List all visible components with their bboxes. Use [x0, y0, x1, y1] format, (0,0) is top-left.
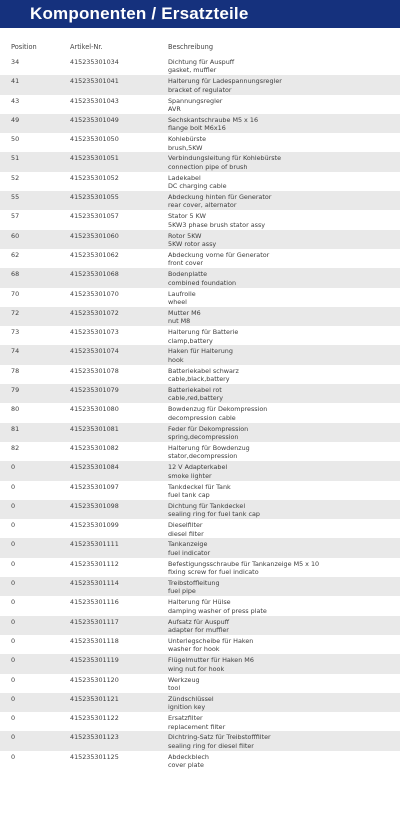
description-english: spring,decompression	[168, 433, 239, 442]
article-number-cell: 415235301050	[70, 135, 119, 144]
article-number-cell: 415235301084	[70, 463, 119, 472]
article-number-cell: 415235301070	[70, 289, 119, 298]
description-english: fuel indicator	[168, 548, 211, 557]
article-number-cell: 415235301112	[70, 559, 119, 568]
description-german: Haken für Halterung	[168, 347, 233, 356]
table-row	[0, 519, 400, 538]
description-german: Halterung für Ladespannungsregler	[168, 77, 282, 86]
description-cell	[168, 116, 400, 133]
article-number-cell: 415235301052	[70, 173, 119, 182]
description-english: tool	[168, 683, 181, 692]
description-english: ignition key	[168, 703, 206, 712]
description-german: Rotor 5KW	[168, 231, 202, 240]
position-cell: 41	[11, 77, 20, 86]
position-cell: 0	[11, 714, 16, 723]
description-english: connection pipe of brush	[168, 162, 248, 171]
description-german: Abdeckblech	[168, 752, 209, 761]
article-number-cell: 415235301074	[70, 347, 119, 356]
description-english: wheel	[168, 297, 187, 306]
position-cell: 79	[11, 386, 20, 395]
table-row	[0, 172, 400, 191]
table-row	[0, 95, 400, 114]
position-cell: 0	[11, 482, 16, 491]
description-english: damping washer of press plate	[168, 606, 267, 615]
table-row	[0, 500, 400, 519]
table-row	[0, 674, 400, 693]
description-german: Bowdenzug für Dekompression	[168, 405, 268, 414]
position-cell: 73	[11, 328, 20, 337]
description-german: Befestigungsschraube für Tankanzeige M5 x 10	[168, 559, 320, 568]
description-german: Bodenplatte	[168, 270, 208, 279]
position-cell: 60	[11, 231, 20, 240]
position-cell: 70	[11, 289, 20, 298]
position-cell: 43	[11, 96, 20, 105]
article-number-cell: 415235301041	[70, 77, 119, 86]
table-row	[0, 731, 400, 750]
article-number-cell: 415235301072	[70, 308, 119, 317]
position-cell: 78	[11, 366, 20, 375]
table-row	[0, 230, 400, 249]
description-cell	[168, 309, 400, 326]
table-row	[0, 481, 400, 500]
description-english: front cover	[168, 259, 203, 268]
parts-table	[0, 56, 400, 770]
description-english: fuel tank cap	[168, 490, 210, 499]
description-english: adapter for muffler	[168, 626, 229, 635]
position-cell: 0	[11, 733, 16, 742]
position-cell: 72	[11, 308, 20, 317]
description-cell	[168, 154, 400, 171]
description-english: decompression cable	[168, 413, 236, 422]
article-number-cell: 415235301121	[70, 694, 119, 703]
description-german: Mutter M6	[168, 308, 201, 317]
description-german: Halterung für Batterie	[168, 328, 239, 337]
description-cell	[168, 251, 400, 268]
description-english: stator,decompression	[168, 452, 238, 461]
table-row	[0, 442, 400, 461]
article-number-cell: 415235301055	[70, 193, 119, 202]
description-english: nut M8	[168, 317, 191, 326]
table-row	[0, 616, 400, 635]
description-german: Ersatzfilter	[168, 714, 203, 723]
description-english: hook	[168, 355, 184, 364]
position-cell: 74	[11, 347, 20, 356]
table-row	[0, 577, 400, 596]
description-english: cover plate	[168, 761, 204, 770]
page-title: Komponenten / Ersatzteile	[0, 0, 400, 28]
description-cell	[168, 618, 400, 635]
table-row	[0, 751, 400, 770]
position-cell: 0	[11, 501, 16, 510]
description-english: DC charging cable	[168, 182, 227, 191]
article-number-cell: 415235301114	[70, 579, 119, 588]
description-cell	[168, 656, 400, 673]
position-cell: 34	[11, 58, 20, 66]
description-cell	[168, 425, 400, 442]
description-english: sealing ring for diesel filter	[168, 741, 254, 750]
article-number-cell: 415235301111	[70, 540, 119, 549]
description-cell	[168, 290, 400, 307]
description-english: brush,5KW	[168, 143, 203, 152]
description-german: Spannungsregler	[168, 96, 223, 105]
position-cell: 0	[11, 636, 16, 645]
description-english: 5KW3 phase brush stator assy	[168, 220, 266, 229]
position-cell: 68	[11, 270, 20, 279]
table-row	[0, 403, 400, 422]
table-row	[0, 693, 400, 712]
description-cell	[168, 212, 400, 229]
description-cell	[168, 444, 400, 461]
description-cell	[168, 733, 400, 750]
description-english: smoke lighter	[168, 471, 212, 480]
description-cell	[168, 637, 400, 654]
description-german: Feder für Dekompression	[168, 424, 249, 433]
position-cell: 52	[11, 173, 20, 182]
position-cell: 0	[11, 559, 16, 568]
description-german: Stator 5 KW	[168, 212, 206, 221]
article-number-cell: 415235301062	[70, 250, 119, 259]
description-german: Tankanzeige	[168, 540, 208, 549]
description-german: Verbindungsleitung für Kohlebürste	[168, 154, 282, 163]
description-english: flange bolt M6x16	[168, 124, 226, 133]
description-german: Dichtring-Satz für Treibstofffilter	[168, 733, 271, 742]
position-cell: 81	[11, 424, 20, 433]
description-cell	[168, 714, 400, 731]
position-cell: 57	[11, 212, 20, 221]
description-german: Treibstoffleitung	[168, 579, 220, 588]
description-german: Zündschlüssel	[168, 694, 214, 703]
description-german: Batteriekabel schwarz	[168, 366, 239, 375]
position-cell: 0	[11, 617, 16, 626]
description-english: clamp,battery	[168, 336, 213, 345]
description-german: Ladekabel	[168, 173, 201, 182]
description-english: 5KW rotor assy	[168, 240, 217, 249]
description-cell	[168, 753, 400, 770]
description-german: Sechskantschraube M5 x 16	[168, 115, 259, 124]
article-number-cell: 415235301125	[70, 752, 119, 761]
description-cell	[168, 77, 400, 94]
position-cell: 0	[11, 752, 16, 761]
column-header-description: Beschreibung	[168, 43, 214, 51]
article-number-cell: 415235301043	[70, 96, 119, 105]
position-cell: 0	[11, 598, 16, 607]
article-number-cell: 415235301119	[70, 656, 119, 665]
position-cell: 80	[11, 405, 20, 414]
table-row	[0, 635, 400, 654]
description-german: Laufrolle	[168, 289, 196, 298]
position-cell: 82	[11, 443, 20, 452]
description-german: Batteriekabel rot	[168, 386, 222, 395]
article-number-cell: 415235301034	[70, 58, 119, 66]
table-row	[0, 423, 400, 442]
description-cell	[168, 483, 400, 500]
article-number-cell: 415235301081	[70, 424, 119, 433]
table-row	[0, 384, 400, 403]
position-cell: 0	[11, 694, 16, 703]
description-german: Unterlegscheibe für Haken	[168, 636, 254, 645]
description-cell	[168, 328, 400, 345]
table-row	[0, 345, 400, 364]
description-cell	[168, 560, 400, 577]
table-row	[0, 712, 400, 731]
position-cell: 51	[11, 154, 20, 163]
table-row	[0, 75, 400, 94]
article-number-cell: 415235301082	[70, 443, 119, 452]
article-number-cell: 415235301122	[70, 714, 119, 723]
description-english: fixing screw for fuel indicato	[168, 568, 259, 577]
table-row	[0, 365, 400, 384]
table-row	[0, 307, 400, 326]
description-cell	[168, 502, 400, 519]
position-cell: 0	[11, 579, 16, 588]
description-cell	[168, 347, 400, 364]
position-cell: 0	[11, 675, 16, 684]
description-english: AVR	[168, 105, 181, 113]
table-row	[0, 191, 400, 210]
table-row	[0, 249, 400, 268]
table-row	[0, 326, 400, 345]
table-row	[0, 56, 400, 75]
description-english: bracket of regulator	[168, 85, 232, 94]
position-cell: 50	[11, 135, 20, 144]
article-number-cell: 415235301079	[70, 386, 119, 395]
article-number-cell: 415235301097	[70, 482, 119, 491]
article-number-cell: 415235301073	[70, 328, 119, 337]
article-number-cell: 415235301098	[70, 501, 119, 510]
position-cell: 0	[11, 540, 16, 549]
article-number-cell: 415235301117	[70, 617, 119, 626]
position-cell: 0	[11, 463, 16, 472]
table-row	[0, 558, 400, 577]
description-cell	[168, 540, 400, 557]
description-cell	[168, 174, 400, 191]
description-german: Abdeckung hinten für Generator	[168, 193, 272, 202]
table-header	[0, 40, 400, 54]
description-english: replacement filter	[168, 722, 226, 731]
table-row	[0, 538, 400, 557]
table-row	[0, 461, 400, 480]
description-cell	[168, 193, 400, 210]
article-number-cell: 415235301051	[70, 154, 119, 163]
description-cell	[168, 367, 400, 384]
description-english: rear cover, alternator	[168, 201, 237, 210]
article-number-cell: 415235301116	[70, 598, 119, 607]
description-german: Halterung für Hülse	[168, 598, 231, 607]
description-cell	[168, 676, 400, 693]
description-cell	[168, 521, 400, 538]
position-cell: 0	[11, 521, 16, 530]
description-english: diesel filter	[168, 529, 204, 538]
description-english: wing nut for hook	[168, 664, 225, 673]
description-cell	[168, 58, 400, 75]
description-german: Kohlebürste	[168, 135, 207, 144]
table-row	[0, 654, 400, 673]
description-cell	[168, 598, 400, 615]
description-cell	[168, 579, 400, 596]
position-cell: 0	[11, 656, 16, 665]
description-german: Dieselfilter	[168, 521, 203, 530]
description-german: Tankdeckel für Tank	[168, 482, 231, 491]
position-cell: 62	[11, 250, 20, 259]
description-german: Flügelmutter für Haken M6	[168, 656, 254, 665]
description-german: Halterung für Bowdenzug	[168, 443, 250, 452]
description-german: Dichtung für Auspuff	[168, 58, 235, 66]
column-header-article: Artikel-Nr.	[70, 43, 103, 51]
table-row	[0, 114, 400, 133]
description-cell	[168, 695, 400, 712]
description-english: cable,red,battery	[168, 394, 224, 403]
article-number-cell: 415235301078	[70, 366, 119, 375]
description-german: Dichtung für Tankdeckel	[168, 501, 246, 510]
description-cell	[168, 270, 400, 287]
table-row	[0, 133, 400, 152]
description-english: sealing ring for fuel tank cap	[168, 510, 260, 519]
position-cell: 49	[11, 115, 20, 124]
description-german: 12 V Adapterkabel	[168, 463, 228, 472]
table-row	[0, 288, 400, 307]
description-cell	[168, 463, 400, 480]
column-header-position: Position	[11, 43, 37, 51]
description-english: cable,black,battery	[168, 375, 230, 384]
description-cell	[168, 405, 400, 422]
article-number-cell: 415235301123	[70, 733, 119, 742]
description-english: washer for hook	[168, 645, 220, 654]
article-number-cell: 415235301057	[70, 212, 119, 221]
table-row	[0, 596, 400, 615]
article-number-cell: 415235301118	[70, 636, 119, 645]
description-german: Werkzeug	[168, 675, 200, 684]
table-row	[0, 210, 400, 229]
description-german: Abdeckung vorne für Generator	[168, 250, 270, 259]
article-number-cell: 415235301120	[70, 675, 119, 684]
description-english: fuel pipe	[168, 587, 196, 596]
article-number-cell: 415235301068	[70, 270, 119, 279]
description-german: Aufsatz für Auspuff	[168, 617, 230, 626]
description-cell	[168, 135, 400, 152]
description-english: combined foundation	[168, 278, 237, 287]
article-number-cell: 415235301080	[70, 405, 119, 414]
article-number-cell: 415235301060	[70, 231, 119, 240]
position-cell: 55	[11, 193, 20, 202]
table-row	[0, 268, 400, 287]
description-cell	[168, 386, 400, 403]
description-english: gasket, muffler	[168, 66, 217, 75]
table-row	[0, 152, 400, 171]
description-cell	[168, 97, 400, 114]
article-number-cell: 415235301099	[70, 521, 119, 530]
article-number-cell: 415235301049	[70, 115, 119, 124]
description-cell	[168, 232, 400, 249]
